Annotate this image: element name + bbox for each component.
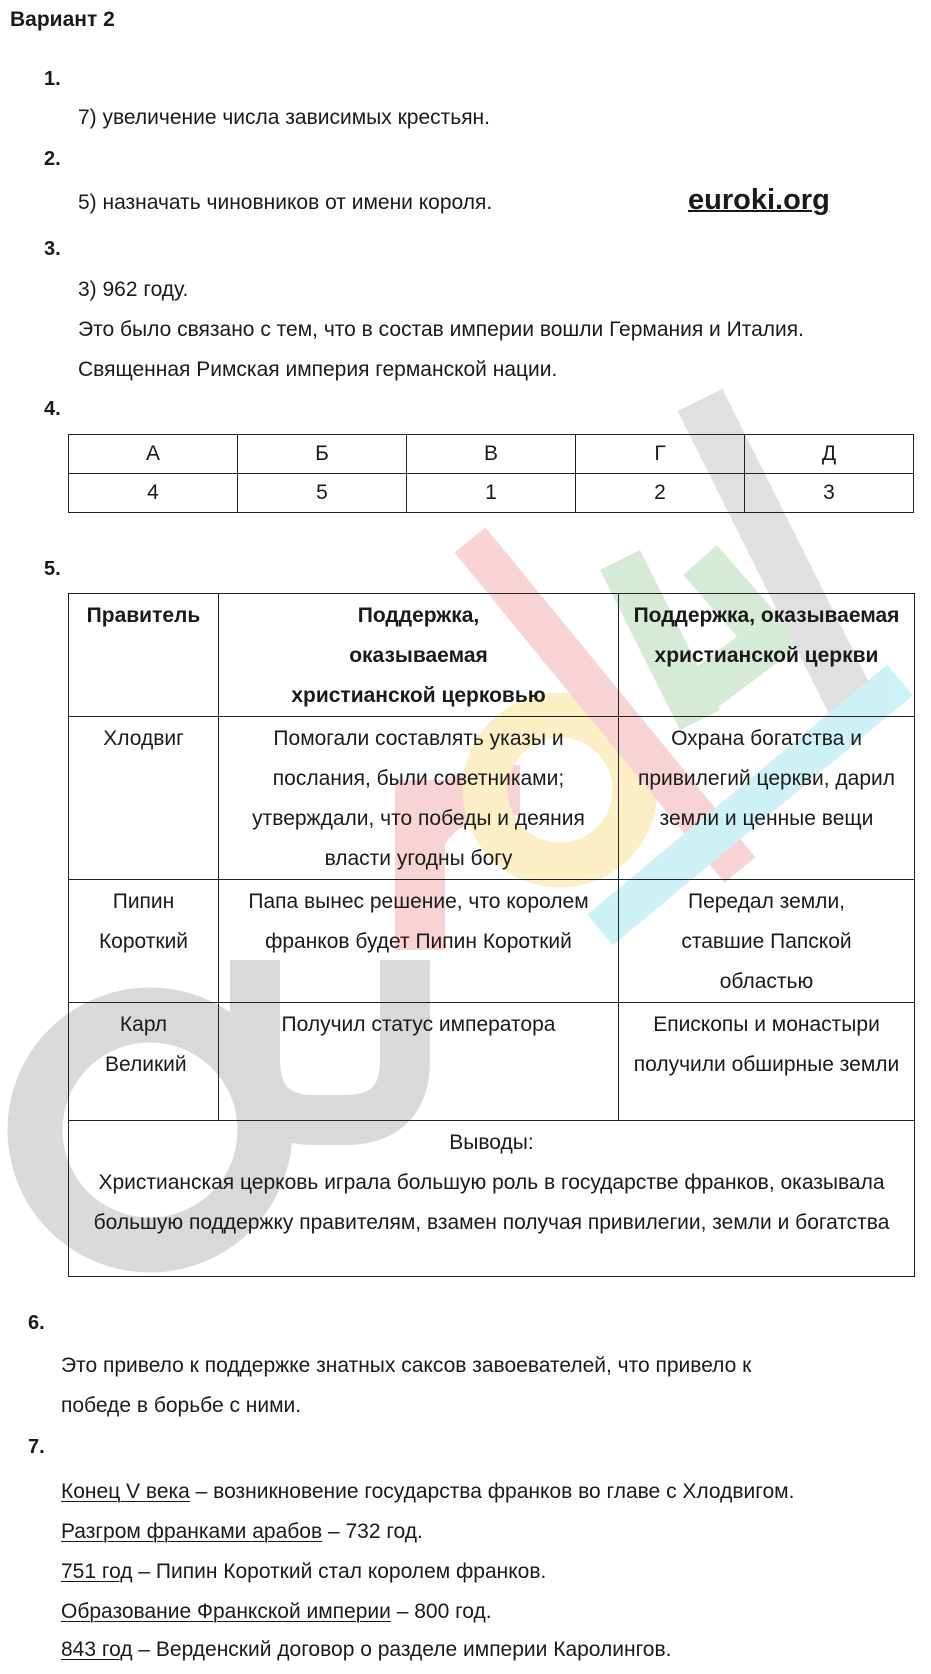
question-6-line: победе в борьбе с ними. — [61, 1394, 302, 1417]
table-cell: 2 — [576, 474, 745, 513]
timeline-rest: – 800 год. — [390, 1600, 492, 1623]
table-header-cell: Д — [745, 435, 914, 474]
table-cell: Передал земли, ставшие Папской областью — [619, 880, 915, 1003]
table-cell: Епископы и монастыри получили обширные земли — [619, 1003, 915, 1121]
table-row — [69, 880, 915, 1003]
question-1-answer: 7) увеличение числа зависимых крестьян. — [78, 106, 490, 129]
timeline-item — [61, 1630, 671, 1670]
table-row — [69, 474, 914, 513]
conclusion-text: Христианская церковь играла большую роль в государстве франков, оказывала большую поддержку правителям, взамен получая привилегии, земли и богатства — [93, 1171, 890, 1234]
table-cell: Помогали составлять указы и послания, были советниками; утверждали, что победы и деяния власти угодны богу — [219, 717, 619, 880]
question-3-number: 3. — [44, 238, 61, 260]
answer-table-4 — [68, 434, 914, 513]
table-cell: 5 — [238, 474, 407, 513]
question-3-line: 3) 962 году. — [78, 278, 189, 301]
table-cell: 3 — [745, 474, 914, 513]
table-header-cell: Правитель — [69, 594, 219, 717]
timeline-rest: – возникновение государства франков во главе с Хлодвигом. — [189, 1480, 795, 1503]
table-header-cell: Б — [238, 435, 407, 474]
table-row — [69, 594, 915, 717]
timeline-term: 751 год — [61, 1560, 133, 1583]
timeline-term: Образование Франкской империи — [61, 1600, 391, 1623]
table-header-cell: В — [407, 435, 576, 474]
table-cell: 4 — [69, 474, 238, 513]
table-row — [69, 435, 914, 474]
timeline-term: Конец V века — [61, 1480, 190, 1503]
timeline-term: Разгром франками арабов — [61, 1520, 323, 1543]
table-row — [69, 1003, 915, 1121]
question-4-number: 4. — [44, 398, 61, 420]
conclusion-cell — [69, 1121, 915, 1277]
question-2-number: 2. — [44, 148, 61, 170]
question-3-line: Это было связано с тем, что в состав империи вошли Германия и Италия. — [78, 318, 804, 341]
question-3-line: Священная Римская империя германской нации. — [78, 358, 558, 381]
table-cell: 1 — [407, 474, 576, 513]
timeline-item — [61, 1512, 423, 1552]
table-cell: Получил статус императора — [219, 1003, 619, 1121]
table-row — [69, 717, 915, 880]
timeline-rest: – Пипин Короткий стал королем франков. — [132, 1560, 547, 1583]
table-cell: Папа вынес решение, что королем франков будет Пипин Короткий — [219, 880, 619, 1003]
brand-link[interactable]: euroki.org — [688, 184, 830, 216]
question-2-answer: 5) назначать чиновников от имени короля. — [78, 191, 493, 214]
question-5-number: 5. — [44, 558, 61, 580]
question-7-number: 7. — [28, 1436, 45, 1458]
table-cell: Пипин Короткий — [69, 880, 219, 1003]
question-6-number: 6. — [28, 1312, 45, 1334]
question-1-number: 1. — [44, 68, 61, 90]
timeline-item — [61, 1472, 794, 1512]
timeline-rest: – 732 год. — [322, 1520, 423, 1543]
table-header-cell: Поддержка, оказываемая христианской церкви — [619, 594, 915, 717]
table-row — [69, 1121, 915, 1277]
table-header-cell: Поддержка, оказываемая христианской церковью — [219, 594, 619, 717]
timeline-item — [61, 1592, 492, 1632]
answer-table-5 — [68, 593, 915, 1277]
timeline-term: 843 год — [61, 1638, 133, 1661]
table-cell: Карл Великий — [69, 1003, 219, 1121]
table-cell: Хлодвиг — [69, 717, 219, 880]
timeline-item — [61, 1552, 546, 1592]
page-title: Вариант 2 — [10, 8, 115, 31]
table-header-cell: Г — [576, 435, 745, 474]
table-header-cell: А — [69, 435, 238, 474]
question-6-line: Это привело к поддержке знатных саксов завоевателей, что привело к — [61, 1354, 752, 1377]
table-cell: Охрана богатства и привилегий церкви, дарил земли и ценные вещи — [619, 717, 915, 880]
conclusion-label: Выводы: — [449, 1131, 534, 1154]
timeline-rest: – Верденский договор о разделе империи Каролингов. — [132, 1638, 672, 1661]
